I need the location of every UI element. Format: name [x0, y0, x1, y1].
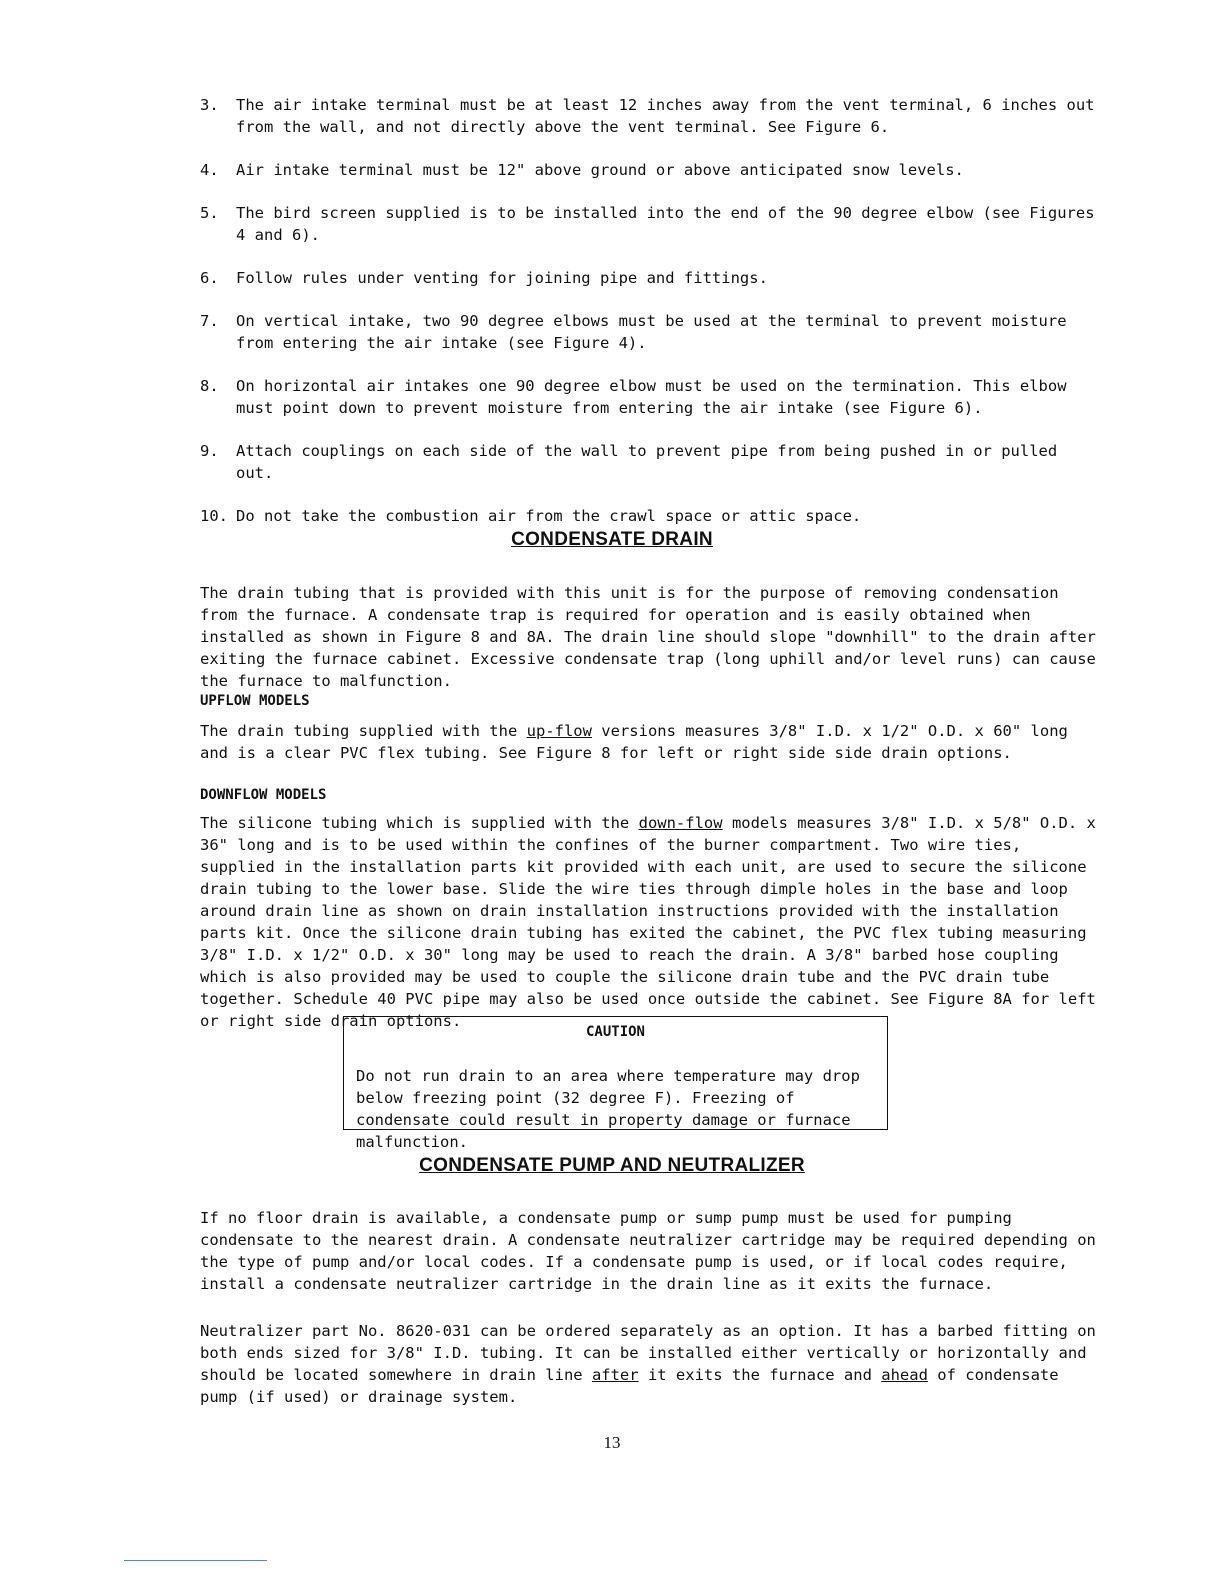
list-item	[200, 505, 1100, 527]
downflow-models-text	[200, 812, 1100, 1032]
upflow-text-end: versions measures 3/8" I.D. x 1/2" O.D. x 60" long and is a clear PVC flex tubing. See Figure 8 for left or right side side drain options.	[200, 722, 1068, 762]
list-item	[200, 375, 1100, 419]
para2-text-end: of condensate pump (if used) or drainage system.	[200, 1366, 1059, 1406]
list-item	[200, 310, 1100, 354]
item-number: 4.	[200, 161, 219, 179]
intake-rules-list	[200, 94, 1100, 548]
condensate-drain-heading: CONDENSATE DRAIN	[511, 529, 713, 550]
item-number: 8.	[200, 377, 219, 395]
caution-box	[343, 1016, 888, 1151]
item-number: 3.	[200, 96, 219, 114]
item-text: The air intake terminal must be at least 12 inches away from the vent terminal, 6 inches out from the wall, and not directly above the vent terminal. See Figure 6.	[236, 96, 1095, 136]
footnote-rule	[124, 1560, 267, 1561]
upflow-underlined: up-flow	[526, 722, 592, 740]
para2-text-middle: it exits the furnace and	[638, 1366, 882, 1384]
item-number: 7.	[200, 312, 219, 330]
para2-underlined-after: after	[591, 1366, 639, 1384]
pump-neutralizer-heading: CONDENSATE PUMP AND NEUTRALIZER	[419, 1155, 805, 1176]
list-item	[200, 267, 1100, 289]
pump-neutralizer-para1: If no floor drain is available, a condensate pump or sump pump must be used for pumping condensate to the nearest drain. A condensate neutralizer cartridge may be required depending on the type of pump and/or local codes. If a condensate pump is used, or if local codes require, install a condensate neutralizer cartridge in the drain line as it exits the furnace.	[200, 1209, 1096, 1293]
para2-underlined-ahead: ahead	[881, 1366, 928, 1384]
pump-neutralizer-para2	[200, 1320, 1100, 1408]
upflow-models-label: UPFLOW MODELS	[200, 693, 310, 709]
item-text: On vertical intake, two 90 degree elbows must be used at the terminal to prevent moisture from entering the air intake (see Figure 4).	[236, 312, 1067, 352]
list-item	[200, 94, 1100, 138]
caution-text: Do not run drain to an area where temperature may drop below freezing point (32 degree F). Freezing of condensate could result in property damage or furnace malfunction.	[356, 1067, 860, 1151]
page-number: 13	[603, 1433, 621, 1452]
item-text: Follow rules under venting for joining pipe and fittings.	[236, 269, 768, 287]
item-number: 9.	[200, 442, 219, 460]
list-item	[200, 159, 1100, 181]
item-text: Do not take the combustion air from the crawl space or attic space.	[236, 507, 862, 525]
item-number: 6.	[200, 269, 219, 287]
upflow-text-start: The drain tubing supplied with the	[200, 722, 527, 740]
item-text: On horizontal air intakes one 90 degree elbow must be used on the termination. This elbow must point down to prevent moisture from entering the air intake (see Figure 6).	[236, 377, 1067, 417]
caution-title: CAUTION	[585, 1024, 645, 1040]
item-text: The bird screen supplied is to be installed into the end of the 90 degree elbow (see Figures 4 and 6).	[236, 204, 1095, 244]
downflow-underlined: down-flow	[638, 814, 723, 832]
list-item	[200, 202, 1100, 246]
condensate-drain-intro: The drain tubing that is provided with this unit is for the purpose of removing condensation from the furnace. A condensate trap is required for operation and is easily obtained when installed as shown in Figure 8 and 8A. The drain line should slope "downhill" to the drain after exiting the furnace cabinet. Excessive condensate trap (long uphill and/or level runs) can cause the furnace to malfunction.	[200, 584, 1096, 690]
item-text: Attach couplings on each side of the wall to prevent pipe from being pushed in or pulled out.	[236, 442, 1058, 482]
upflow-models-text	[200, 720, 1100, 764]
downflow-text-start: The silicone tubing which is supplied with the	[200, 814, 639, 832]
downflow-models-label: DOWNFLOW MODELS	[200, 787, 327, 803]
item-text: Air intake terminal must be 12" above ground or above anticipated snow levels.	[236, 161, 964, 179]
item-number: 5.	[200, 204, 219, 222]
downflow-text-end: models measures 3/8" I.D. x 5/8" O.D. x 36" long and is to be used within the confines of the burner compartment. Two wire ties, supplied in the installation parts kit provided with each unit, are used to secure the silicone drain tubing to the lower base. Slide the wire ties through dimple holes in the base and loop around drain line as shown on drain installation instructions provided with the installation parts kit. Once the silicone drain tubing has exited the cabinet, the PVC flex tubing measuring 3/8" I.D. x 1/2" O.D. x 30" long may be used to reach the drain. A 3/8" barbed hose coupling which is also provided may be used to couple the silicone drain tube and the PVC drain tube together. Schedule 40 PVC pipe may also be used once outside the cabinet. See Figure 8A for left or right side drain options.	[200, 814, 1096, 1030]
list-item	[200, 440, 1100, 484]
para2-text-start: Neutralizer part No. 8620-031 can be ordered separately as an option. It has a barbed fitting on both ends sized for 3/8" I.D. tubing. It can be installed either vertically or horizontally and should be located somewhere in drain line	[200, 1322, 1096, 1384]
item-number: 10.	[200, 507, 228, 525]
